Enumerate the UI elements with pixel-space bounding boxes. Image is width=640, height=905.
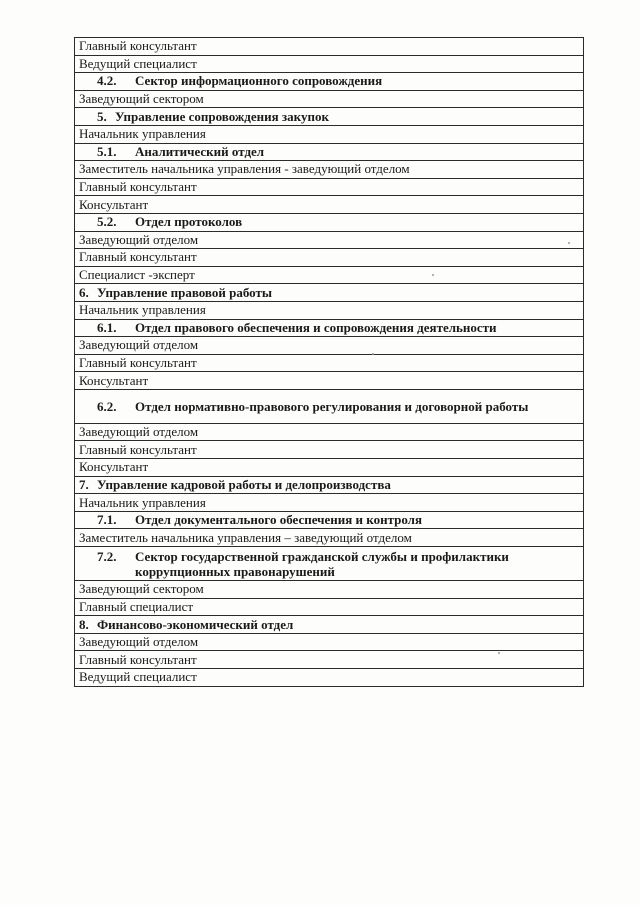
position-cell: Начальник управления	[75, 301, 584, 319]
position-row	[75, 55, 584, 73]
division-title: Управление правовой работы	[97, 284, 273, 300]
subdivision-title: Отдел нормативно-правового регулирования и договорной работы	[135, 398, 529, 414]
subdivision-row	[75, 547, 584, 581]
subdivision-cell	[75, 319, 584, 337]
subdivision-row	[75, 73, 584, 91]
division-cell	[75, 616, 584, 634]
position-cell: Заведующий сектором	[75, 581, 584, 599]
scan-speck	[498, 652, 500, 654]
subdivision-cell	[75, 511, 584, 529]
position-row	[75, 598, 584, 616]
division-row	[75, 108, 584, 126]
subdivision-title: Сектор информационного сопровождения	[135, 73, 383, 89]
position-cell: Ведущий специалист	[75, 55, 584, 73]
position-cell: Начальник управления	[75, 125, 584, 143]
position-row	[75, 178, 584, 196]
position-cell: Заведующий отделом	[75, 423, 584, 441]
subdivision-row	[75, 319, 584, 337]
position-cell: Главный консультант	[75, 441, 584, 459]
subdivision-number: 6.2.	[97, 398, 117, 414]
subdivision-cell	[75, 389, 584, 423]
position-row	[75, 423, 584, 441]
position-row	[75, 633, 584, 651]
position-cell: Главный консультант	[75, 249, 584, 267]
position-row	[75, 38, 584, 56]
staff-table	[74, 37, 584, 687]
subdivision-row	[75, 213, 584, 231]
subdivision-row	[75, 143, 584, 161]
division-cell	[75, 284, 584, 302]
subdivision-cell	[75, 547, 584, 581]
position-cell: Главный консультант	[75, 38, 584, 56]
subdivision-cell	[75, 73, 584, 91]
position-cell: Заведующий отделом	[75, 231, 584, 249]
position-row	[75, 337, 584, 355]
subdivision-title: Аналитический отдел	[135, 143, 265, 159]
subdivision-title: Отдел протоколов	[135, 214, 243, 230]
subdivision-title: Отдел документального обеспечения и контроля	[135, 512, 422, 528]
subdivision-number: 4.2.	[97, 73, 117, 89]
position-cell: Заведующий отделом	[75, 337, 584, 355]
subdivision-number: 5.2.	[97, 214, 117, 230]
position-cell: Консультант	[75, 372, 584, 390]
division-title: Управление кадровой работы и делопроизводства	[97, 476, 391, 492]
position-row	[75, 354, 584, 372]
position-row	[75, 372, 584, 390]
position-row	[75, 441, 584, 459]
position-cell: Заведующий отделом	[75, 633, 584, 651]
position-row	[75, 669, 584, 687]
position-row	[75, 301, 584, 319]
position-cell: Заместитель начальника управления – заведующий отделом	[75, 529, 584, 547]
position-row	[75, 125, 584, 143]
position-cell: Консультант	[75, 196, 584, 214]
position-row	[75, 266, 584, 284]
division-number: 5.	[97, 108, 107, 124]
subdivision-row	[75, 511, 584, 529]
scan-speck	[372, 353, 374, 355]
position-row	[75, 161, 584, 179]
division-number: 8.	[79, 616, 89, 632]
position-cell: Главный консультант	[75, 651, 584, 669]
subdivision-number: 7.1.	[97, 512, 117, 528]
subdivision-number: 6.1.	[97, 319, 117, 335]
scan-speck	[568, 242, 570, 244]
position-row	[75, 459, 584, 477]
subdivision-heading	[97, 399, 579, 414]
position-row	[75, 581, 584, 599]
position-cell: Заместитель начальника управления - заведующий отделом	[75, 161, 584, 179]
position-cell: Главный консультант	[75, 178, 584, 196]
position-row	[75, 231, 584, 249]
position-cell: Консультант	[75, 459, 584, 477]
position-cell: Ведущий специалист	[75, 669, 584, 687]
position-cell: Заведующий сектором	[75, 90, 584, 108]
division-title: Управление сопровождения закупок	[115, 108, 329, 124]
position-row	[75, 529, 584, 547]
division-title: Финансово-экономический отдел	[97, 616, 294, 632]
position-row	[75, 494, 584, 512]
division-row	[75, 284, 584, 302]
position-row	[75, 196, 584, 214]
position-cell: Главный консультант	[75, 354, 584, 372]
division-cell	[75, 108, 584, 126]
division-cell	[75, 476, 584, 494]
position-row	[75, 90, 584, 108]
division-row	[75, 616, 584, 634]
subdivision-row	[75, 389, 584, 423]
subdivision-title: Отдел правового обеспечения и сопровождения деятельности	[135, 319, 497, 335]
position-cell: Начальник управления	[75, 494, 584, 512]
staff-table-body	[75, 38, 584, 687]
subdivision-cell	[75, 213, 584, 231]
subdivision-heading	[97, 549, 579, 579]
position-cell: Главный специалист	[75, 598, 584, 616]
division-number: 7.	[79, 476, 89, 492]
position-row	[75, 651, 584, 669]
subdivision-number: 5.1.	[97, 143, 117, 159]
position-cell: Специалист -эксперт	[75, 266, 584, 284]
division-row	[75, 476, 584, 494]
division-number: 6.	[79, 284, 89, 300]
subdivision-cell	[75, 143, 584, 161]
position-row	[75, 249, 584, 267]
scan-speck	[432, 274, 434, 276]
subdivision-title: Сектор государственной гражданской службы и профилактики коррупционных правонарушений	[135, 548, 509, 579]
subdivision-number: 7.2.	[97, 548, 117, 564]
